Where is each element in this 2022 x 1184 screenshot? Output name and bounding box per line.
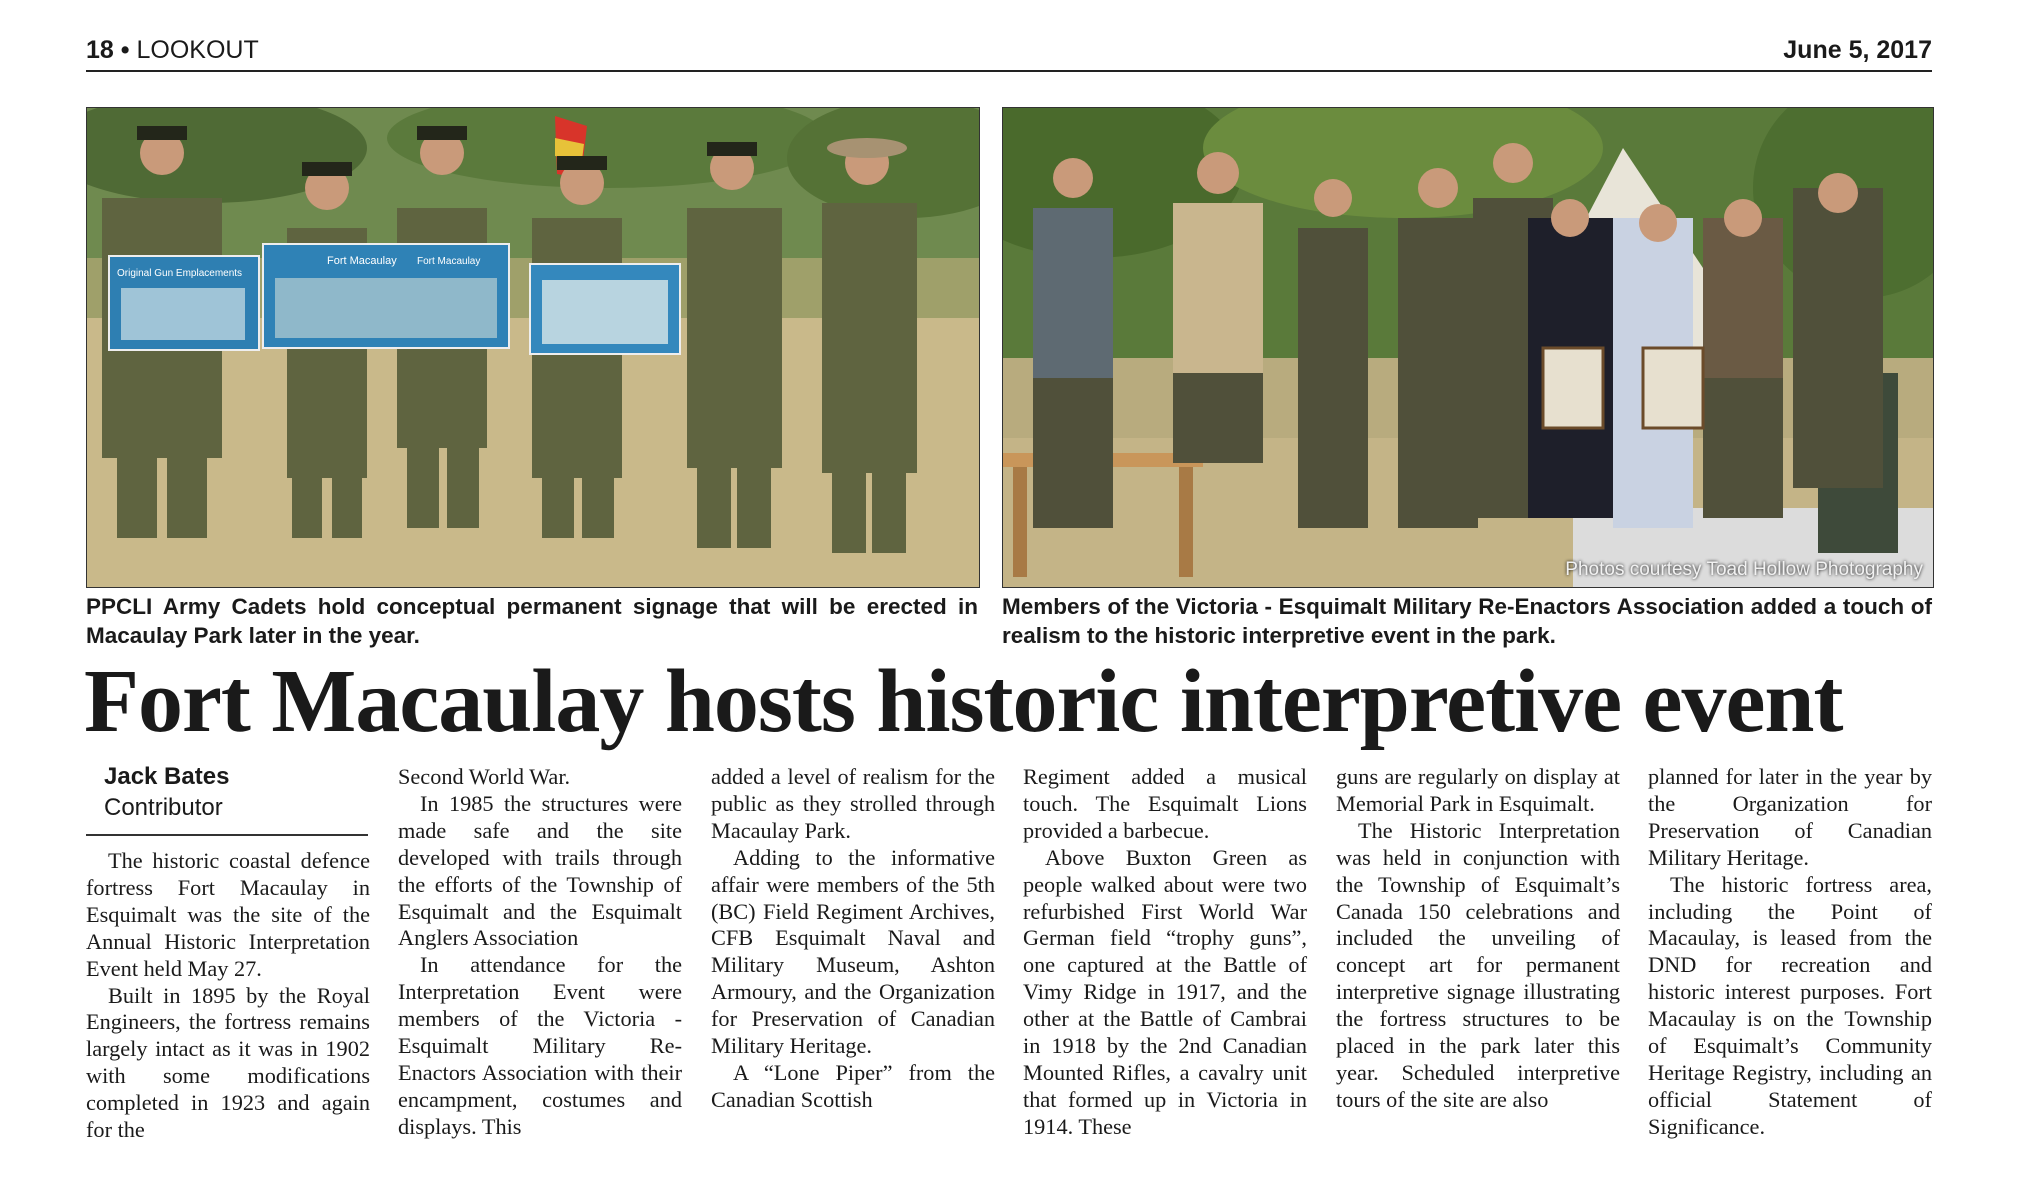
- header-bullet: •: [120, 36, 130, 64]
- byline-rule: [86, 834, 368, 836]
- page-number: 18: [86, 36, 114, 64]
- article-column-2: [398, 764, 682, 1141]
- paragraph: planned for later in the year by the Organization for Preservation of Canadian Military Heritage.: [1648, 764, 1932, 870]
- paragraph: Above Buxton Green as people walked about were two refurbished First World War German field “trophy guns”, one captured at the Battle of Vimy Ridge in 1917, and the other at the Battle of Cambrai in 1918 by the 2nd Canadian Mounted Rifles, a cavalry unit that formed up in Victoria in 1914. These: [1023, 844, 1307, 1139]
- header-left: [86, 36, 259, 65]
- paragraph: Regiment added a musical touch. The Esquimalt Lions provided a barbecue.: [1023, 764, 1307, 843]
- paragraph: guns are regularly on display at Memorial Park in Esquimalt.: [1336, 764, 1620, 816]
- paragraph: Adding to the informative affair were members of the 5th (BC) Field Regiment Archives, CFB Esquimalt Naval and Military Museum, Ashton Armoury, and the Organization for Preservation of Canadian Military Heritage.: [711, 844, 995, 1059]
- article-column-4: [1023, 764, 1307, 1141]
- paragraph: A “Lone Piper” from the Canadian Scottish: [711, 1059, 995, 1112]
- cadets-photo: [86, 107, 980, 588]
- article-headline: Fort Macaulay hosts historic interpretive event: [84, 652, 1843, 751]
- article-column-1: [86, 848, 370, 1144]
- re-enactors-photo-illustration: [1003, 108, 1933, 587]
- board-label-1: Original Gun Emplacements: [117, 268, 243, 279]
- paragraph: The Historic Interpretation was held in conjunction with the Township of Esquimalt’s Canada 150 celebrations and included the unveiling of concept art for permanent interpretive signage illustrating the fortress structures to be placed in the park later this year. Scheduled interpretive tours of the site are also: [1336, 817, 1620, 1112]
- paragraph: In attendance for the Interpretation Event were members of the Victoria - Esquimalt Military Re-Enactors Association with their encampment, costumes and displays. This: [398, 952, 682, 1139]
- paragraph: In 1985 the structures were made safe and the site developed with trails through the efforts of the Township of Esquimalt and the Esquimalt Anglers Association: [398, 790, 682, 951]
- page-header: [86, 36, 1932, 72]
- board-label-2: Fort Macaulay: [327, 255, 397, 267]
- photo-credit: Photos courtesy Toad Hollow Photography: [1565, 559, 1923, 580]
- cadets-photo-caption: PPCLI Army Cadets hold conceptual permanent signage that will be erected in Macaulay Park later in the year.: [86, 594, 978, 648]
- paragraph: Built in 1895 by the Royal Engineers, the fortress remains largely intact as it was in 1902 with some modifications completed in 1923 and again for the: [86, 982, 370, 1143]
- board-label-3: Fort Macaulay: [417, 256, 481, 267]
- re-enactors-photo: [1002, 107, 1934, 588]
- issue-date: June 5, 2017: [1783, 36, 1932, 64]
- section-name: LOOKOUT: [136, 36, 259, 64]
- article-column-5: [1336, 764, 1620, 1114]
- article-column-6: [1648, 764, 1932, 1141]
- paragraph: Second World War.: [398, 764, 571, 789]
- article-column-3: [711, 764, 995, 1114]
- author-role: Contributor: [104, 794, 223, 821]
- cadets-photo-illustration: [87, 108, 979, 587]
- author-name: Jack Bates: [104, 763, 230, 790]
- paragraph: The historic coastal defence fortress Fort Macaulay in Esquimalt was the site of the Annual Historic Interpretation Event held May 27.: [86, 848, 370, 981]
- re-enactors-photo-caption: Members of the Victoria - Esquimalt Military Re-Enactors Association added a touch of realism to the historic interpretive event in the park.: [1002, 594, 1932, 648]
- byline: [86, 762, 368, 836]
- paragraph: The historic fortress area, including the Point of Macaulay, is leased from the DND for recreation and historic interest purposes. Fort Macaulay is on the Township of Esquimalt’s Community Heritage Registry, including an official Statement of Significance.: [1648, 871, 1932, 1139]
- paragraph: added a level of realism for the public as they strolled through Macaulay Park.: [711, 764, 995, 843]
